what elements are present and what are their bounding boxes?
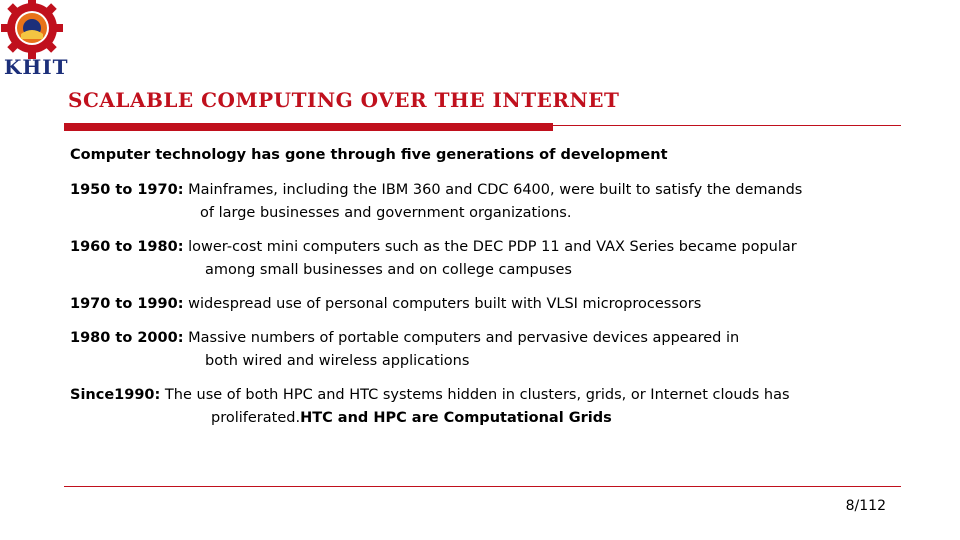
page-title: SCALABLE COMPUTING OVER THE INTERNET: [68, 88, 620, 112]
slide-content: [70, 144, 900, 441]
generation-continuation-bold: HTC and HPC are Computational Grids: [300, 410, 612, 426]
page-number: 8/112: [845, 498, 886, 514]
generation-text: widespread use of personal computers built with VLSI microprocessors: [183, 296, 702, 312]
generation-text: lower-cost mini computers such as the DEC PDP 11 and VAX Series became popular: [183, 239, 797, 255]
title-rule-thick: [64, 123, 553, 131]
generation-item-1: [70, 179, 900, 225]
generation-item-4: [70, 327, 900, 373]
generation-years: 1970 to 1990:: [70, 296, 184, 312]
gear-emblem-icon: [0, 0, 70, 60]
title-rule-thin: [553, 125, 901, 126]
generation-item-3: [70, 293, 900, 316]
content-heading: Computer technology has gone through five generations of development: [70, 147, 668, 163]
generation-item-2: [70, 236, 900, 282]
generation-item-5: [70, 384, 900, 430]
generation-years: 1950 to 1970:: [70, 182, 184, 198]
footer-rule: [64, 486, 901, 487]
generation-text: The use of both HPC and HTC systems hidden in clusters, grids, or Internet clouds has: [160, 387, 790, 403]
logo-text: KHIT: [4, 55, 69, 79]
generation-years: 1980 to 2000:: [70, 330, 184, 346]
generation-continuation: proliferated.: [211, 410, 301, 426]
generation-text: Massive numbers of portable computers and pervasive devices appeared in: [183, 330, 740, 346]
generation-continuation: among small businesses and on college campuses: [205, 262, 572, 278]
generation-continuation-line: [70, 407, 900, 430]
logo: [0, 0, 80, 80]
generation-text: Mainframes, including the IBM 360 and CDC 6400, were built to satisfy the demands: [183, 182, 803, 198]
generation-years: Since1990:: [70, 387, 161, 403]
generation-continuation: both wired and wireless applications: [205, 353, 470, 369]
generation-continuation: of large businesses and government organizations.: [200, 205, 572, 221]
generation-years: 1960 to 1980:: [70, 239, 184, 255]
